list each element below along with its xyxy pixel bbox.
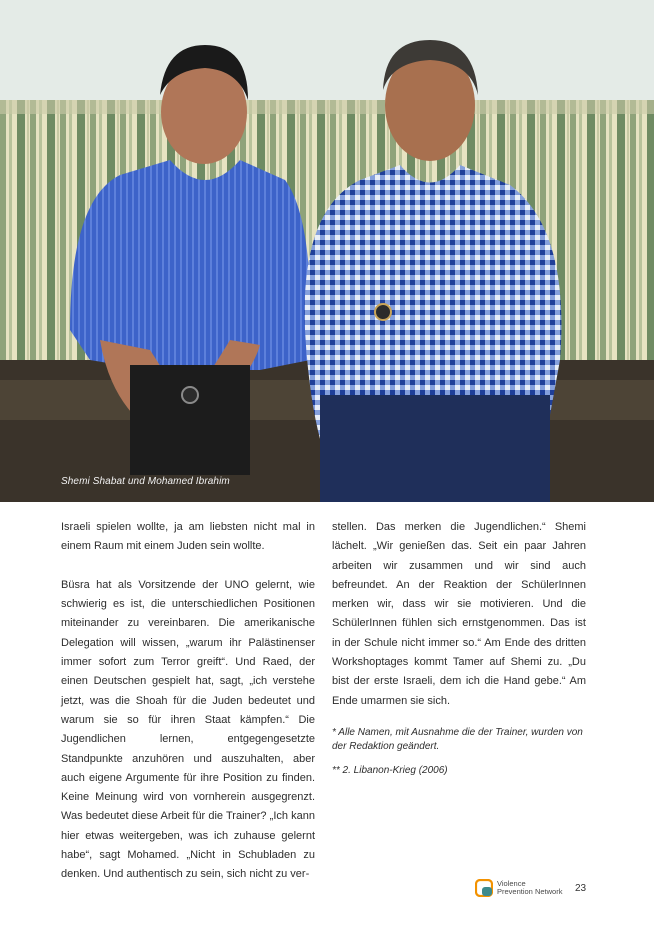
body-column-right (332, 518, 586, 730)
body-column-left (61, 518, 315, 904)
logo-text (497, 880, 567, 897)
footnote: * Alle Namen, mit Ausnahme die der Trainer, wurden von der Redaktion geändert. (332, 727, 583, 752)
page-footer (475, 878, 586, 898)
footnotes (332, 726, 586, 789)
page-number: 23 (575, 882, 587, 894)
logo-line: Violence (497, 878, 526, 888)
body-paragraph: stellen. Das merken die Jugendlichen.“ Shemi lächelt. „Wir genießen das. Seit ein paar Jahren arbeiten wir zusammen und wir sind auch befreundet. An der Reaktion der SchülerInnen merken wir, dass wir sie motivieren. Und die SchülerInnen fühlen sich ernstgenommen. Das ist in der Schule nicht immer so.“ Am Ende des dritten Workshoptages kommt Tamer auf Shemi zu. „Du bist der erste Israeli, dem ich die Hand gebe.“ Am Ende umarmen sie sich. (332, 521, 586, 707)
body-paragraph: Israeli spielen wollte, ja am liebsten nicht mal in einem Raum mit einem Juden sein wollte. (61, 521, 315, 553)
logo-line: Prevention Network (497, 887, 563, 896)
footnote: ** 2. Libanon-Krieg (2006) (332, 765, 448, 776)
vpn-logo-icon (475, 879, 493, 897)
body-paragraph: Büsra hat als Vorsitzende der UNO gelernt, wie schwierig es ist, die unterschiedlichen Positionen miteinander zu vereinbaren. Die amerikanische Delegation will wissen, „warum ihr Palästinenser immer sofort zum Terror greift“. Und Raed, der einen Deutschen gespielt hat, sagt, „ich verstehe jetzt, was die Shoah für die Juden bedeutet und warum sie so für ihren Staat kämpfen.“ Die Jugendlichen lernen, entgegengesetzte Standpunkte anzuhören und auszuhalten, aber auch eigene Argumente für ihre Position zu finden. Keine Meinung wird von vornherein ausgegrenzt. Was bedeutet diese Arbeit für die Trainer? „Ich kann hier etwas weitergeben, was ich zuhause gelernt habe“, sagt Mohamed. „Nicht in Schubladen zu denken. Und authentisch zu sein, sich nicht zu ver- (61, 578, 315, 881)
photo-caption: Shemi Shabat und Mohamed Ibrahim (61, 476, 230, 487)
